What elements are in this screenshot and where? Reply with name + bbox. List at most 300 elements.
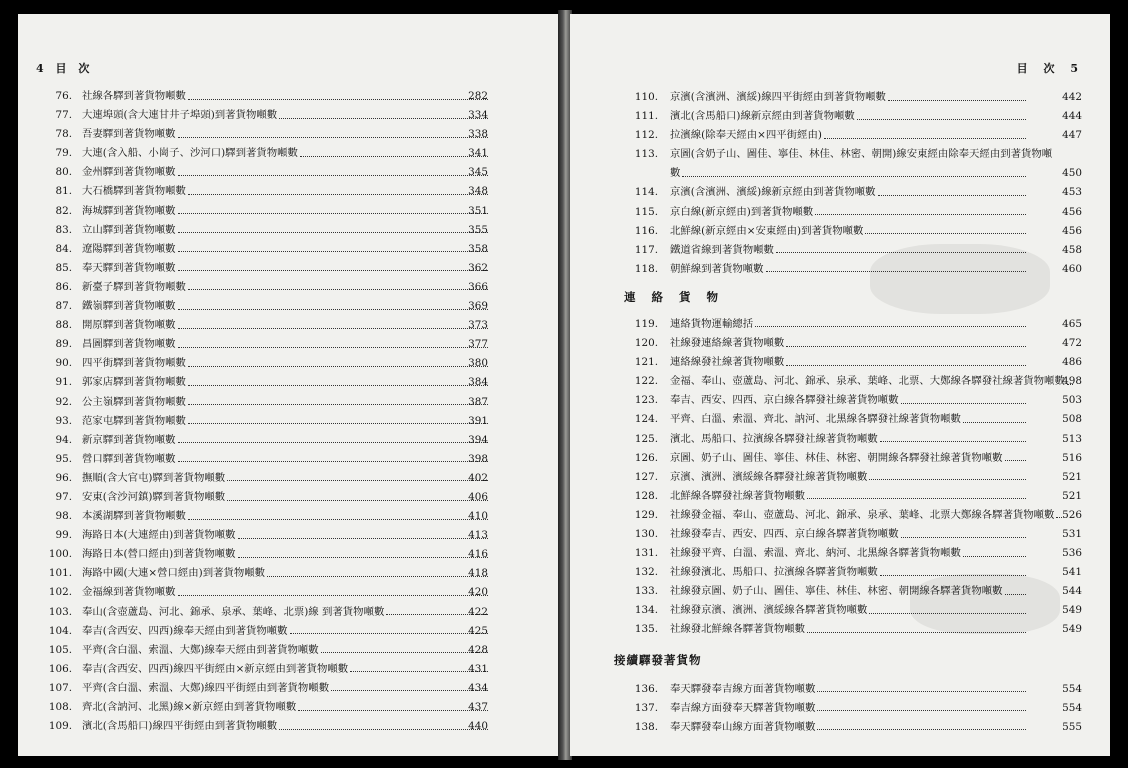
toc-entry-page: 420 (468, 586, 488, 599)
toc-entry-page: 465 (1062, 317, 1082, 330)
leader-dots (901, 536, 1026, 538)
toc-entry (18, 163, 560, 182)
toc-entry-page: 554 (1062, 682, 1082, 695)
leader-dots (869, 612, 1026, 614)
leader-dots (901, 402, 1026, 404)
toc-entry (570, 107, 1110, 126)
toc-entry-title: 朝鮮線到著貨物噸數 (670, 262, 764, 275)
leader-dots (178, 136, 488, 138)
toc-entry-number: 78. (55, 128, 72, 141)
leader-dots (178, 174, 488, 176)
leader-dots (178, 308, 488, 310)
toc-entry-page: 377 (468, 338, 488, 351)
toc-entry-title-wrap (670, 164, 1028, 183)
toc-entry-page: 351 (468, 204, 488, 217)
leader-dots (878, 194, 1026, 196)
toc-entry-title-wrap (82, 182, 490, 201)
toc-entry (18, 583, 560, 602)
toc-entry (570, 241, 1110, 260)
toc-entry-title-wrap (82, 641, 490, 660)
toc-entry-page: 440 (468, 720, 488, 733)
toc-entry-number: 100. (48, 548, 72, 561)
toc-entry-number: 123. (634, 394, 658, 407)
toc-entry (570, 582, 1110, 601)
toc-entry-page: 450 (1062, 167, 1082, 180)
toc-entry-number: 138. (634, 720, 658, 733)
toc-entry-title-wrap (82, 240, 490, 259)
toc-entry-title-wrap (82, 393, 490, 412)
toc-entry (570, 315, 1110, 334)
toc-entry-title-wrap (670, 391, 1028, 410)
toc-entry-number: 130. (634, 527, 658, 540)
toc-entry (18, 469, 560, 488)
toc-entry-page: 444 (1062, 110, 1082, 123)
toc-entry-number: 110. (634, 91, 658, 103)
toc-entry-title-wrap (670, 372, 1065, 391)
toc-entry (18, 354, 560, 373)
toc-entry-number: 108. (48, 701, 72, 713)
toc-entry-title-wrap (670, 241, 1028, 260)
toc-entry-title-wrap (82, 87, 490, 106)
toc-entry-title: 京圖、奶子山、圖佳、寧佳、林佳、林密、朝開線各驛發社線著貨物噸數 (670, 451, 1003, 464)
toc-entry-number: 81. (55, 185, 72, 198)
toc-entry-number: 137. (634, 701, 658, 714)
right-toc-list (570, 88, 1110, 737)
toc-entry-page: 416 (468, 548, 488, 561)
toc-entry-title: 海路日本(營口經由)到著貨物噸數 (82, 548, 236, 561)
leader-dots (178, 231, 488, 233)
toc-entry-title: 奉山(含壺蘆島、河北、錦承、泉承、葉峰、北票)線 到著貨物噸數 (82, 605, 385, 618)
leader-dots (786, 345, 1026, 347)
toc-entry-title-wrap (82, 125, 490, 144)
toc-entry-page: 398 (468, 452, 488, 465)
toc-entry (18, 125, 560, 144)
toc-entry-page: 554 (1062, 701, 1082, 714)
leader-dots (188, 518, 488, 520)
leader-dots (865, 232, 1026, 234)
toc-entry-title-wrap (670, 506, 1055, 525)
toc-entry (18, 622, 560, 641)
toc-entry (18, 182, 560, 201)
toc-entry-title: 京濱、濱洲、濱綏線各驛發社線著貨物噸數 (670, 470, 868, 483)
toc-entry (18, 641, 560, 660)
toc-entry (570, 601, 1110, 620)
toc-entry (570, 544, 1110, 563)
toc-entry-title-wrap (82, 259, 490, 278)
toc-entry-title: 鐵嶺驛到著貨物噸數 (82, 300, 176, 313)
section-heading-junction-freight: 接續驛發著貨物 (614, 652, 702, 667)
left-page-header: 4 目 次 (36, 62, 94, 75)
toc-entry-title-wrap (82, 202, 490, 221)
toc-entry (570, 718, 1110, 737)
toc-entry (18, 144, 560, 163)
toc-entry-title: 范家屯驛到著貨物噸數 (82, 414, 186, 427)
toc-entry (570, 449, 1110, 468)
toc-entry-number: 117. (634, 243, 658, 256)
toc-entry-title-wrap (670, 430, 1028, 449)
toc-entry-page: 413 (468, 529, 488, 542)
toc-entry-title-wrap (670, 544, 1028, 563)
toc-entry-page: 541 (1062, 566, 1082, 579)
toc-entry-title: 濱北(含馬船口)線新京經由到著貨物噸數 (670, 110, 855, 123)
toc-entry-title: 海路中國(大連×營口經由)到著貨物噸數 (82, 567, 266, 580)
toc-entry-title: 拉濱線(除奉天經由×四平街經由) (670, 129, 822, 142)
toc-entry-page: 402 (468, 471, 488, 484)
toc-entry (570, 563, 1110, 582)
toc-entry-page: 425 (468, 624, 488, 637)
toc-entry-page: 369 (468, 300, 488, 313)
toc-entry-number: 86. (55, 280, 72, 293)
toc-entry-title-wrap (82, 163, 490, 182)
toc-entry-number: 97. (55, 490, 72, 503)
toc-entry (18, 717, 560, 736)
toc-entry-page: 513 (1062, 432, 1082, 445)
toc-entry-number: 76. (55, 90, 72, 102)
toc-entry-page: 334 (468, 109, 488, 122)
toc-entry-title: 新京驛到著貨物噸數 (82, 433, 176, 446)
toc-entry-title-wrap (670, 620, 1028, 639)
toc-entry-number: 77. (55, 109, 72, 122)
toc-entry-title: 平齊(含白溫、索溫、大鄭)線奉天經由到著貨物噸數 (82, 643, 319, 656)
toc-entry-number: 83. (55, 223, 72, 236)
toc-entry-page: 410 (468, 510, 488, 523)
toc-entry (18, 202, 560, 221)
toc-entry-page: 431 (468, 662, 488, 675)
toc-entry-title-wrap (670, 718, 1028, 737)
toc-entry-number: 122. (634, 375, 658, 388)
toc-entry (570, 203, 1110, 222)
leader-dots (755, 325, 1026, 327)
toc-entry-number: 127. (634, 470, 658, 483)
toc-entry-number: 84. (55, 242, 72, 255)
toc-entry-title-wrap (82, 335, 490, 354)
toc-entry-title: 安東(含沙河鎮)驛到著貨物噸數 (82, 490, 226, 503)
leader-dots (869, 478, 1026, 480)
toc-entry-title-wrap (82, 412, 490, 431)
toc-entry-page: 387 (468, 395, 488, 408)
toc-entry-title: 鐵道省線到著貨物噸數 (670, 243, 774, 256)
toc-entry-title-wrap (670, 563, 1028, 582)
toc-entry-title: 奉吉、西安、四西、京白線各驛發社線著貨物噸數 (670, 394, 899, 407)
toc-entry-page: 456 (1062, 224, 1082, 237)
right-page (570, 14, 1110, 756)
toc-entry-title-wrap (670, 126, 1028, 145)
toc-entry-title: 齊北(含訥河、北黑)線×新京經由到著貨物噸數 (82, 701, 297, 713)
toc-entry-title: 撫順(含大官屯)驛到著貨物噸數 (82, 471, 226, 484)
leader-dots (817, 690, 1026, 692)
toc-entry-number: 133. (634, 585, 658, 598)
toc-entry-title-wrap (670, 525, 1028, 544)
toc-entry-title-wrap (670, 334, 1028, 353)
toc-entry-title: 昌圖驛到著貨物噸數 (82, 338, 176, 351)
toc-entry-number: 79. (55, 147, 72, 160)
toc-entry (18, 316, 560, 335)
toc-entry-title: 北鮮線各驛發社線著貨物噸數 (670, 489, 806, 502)
left-page (18, 14, 560, 756)
toc-entry (18, 393, 560, 412)
toc-entry-title-wrap (670, 107, 1028, 126)
toc-entry (570, 468, 1110, 487)
toc-entry-number: 96. (55, 471, 72, 484)
toc-entry-number: 85. (55, 261, 72, 274)
leader-dots (178, 594, 488, 596)
toc-entry-title-wrap (670, 222, 1028, 241)
toc-entry-page: 380 (468, 357, 488, 370)
leader-dots (776, 251, 1026, 253)
toc-entry-page: 456 (1062, 205, 1082, 218)
toc-entry-number: 136. (634, 682, 658, 695)
section-heading-liaison-freight: 連 絡 貨 物 (624, 289, 725, 304)
toc-entry-title-wrap (82, 450, 490, 469)
leader-dots (682, 175, 1026, 177)
left-toc-list (18, 87, 560, 736)
toc-entry-number: 113. (634, 148, 658, 161)
toc-entry-title: 開原驛到著貨物噸數 (82, 319, 176, 332)
toc-entry-number: 101. (48, 567, 72, 580)
toc-entry-title-wrap (82, 679, 490, 698)
toc-entry-title-wrap (82, 469, 490, 488)
toc-entry-title-wrap (670, 699, 1028, 718)
toc-entry-title: 金福、奉山、壺蘆島、河北、錦承、泉承、葉峰、北票、大鄭線各驛發社線著貨物噸數 (670, 375, 1065, 388)
toc-entry-title: 大連埠頭(含大連甘井子埠頭)到著貨物噸數 (82, 109, 278, 122)
toc-entry-title: 新臺子驛到著貨物噸數 (82, 280, 186, 293)
leader-dots (188, 403, 488, 405)
toc-entry-number: 135. (634, 623, 658, 636)
toc-entry-title-wrap (82, 278, 490, 297)
leader-dots (178, 460, 488, 462)
toc-entry-number: 93. (55, 414, 72, 427)
toc-entry-number: 82. (55, 204, 72, 217)
toc-entry-number: 131. (634, 547, 658, 560)
toc-entry-title: 京白線(新京經由)到著貨物噸數 (670, 205, 814, 218)
toc-entry-page: 549 (1062, 623, 1082, 636)
toc-entry (18, 87, 560, 106)
toc-entry-title-wrap (82, 297, 490, 316)
toc-entry-title: 奉天驛發奉吉線方面著貨物噸數 (670, 682, 816, 695)
toc-entry (570, 353, 1110, 372)
toc-entry-title: 社線發金福、奉山、壺蘆島、河北、錦承、泉承、葉峰、北票大鄭線各驛著貨物噸數 (670, 508, 1055, 521)
toc-entry-title-wrap (82, 698, 490, 717)
toc-entry-number: 106. (48, 662, 72, 675)
toc-entry-page: 394 (468, 433, 488, 446)
toc-entry-page: 338 (468, 128, 488, 141)
toc-entry-page: 531 (1062, 527, 1082, 540)
toc-entry (18, 679, 560, 698)
toc-entry-number: 91. (55, 376, 72, 389)
toc-entry (570, 525, 1110, 544)
toc-entry-page: 418 (468, 567, 488, 580)
toc-entry-number: 87. (55, 300, 72, 313)
leader-dots (188, 193, 488, 195)
toc-entry (18, 526, 560, 545)
toc-entry-title: 奉吉(含西安、四西)線四平街經由×新京經由到著貨物噸數 (82, 662, 349, 675)
leader-dots (786, 364, 1026, 366)
leader-dots (178, 346, 488, 348)
toc-entry (18, 698, 560, 717)
leader-dots (963, 421, 1026, 423)
toc-entry-number: 124. (634, 413, 658, 426)
toc-entry-page: 384 (468, 376, 488, 389)
toc-entry-title: 社線發奉吉、西安、四西、京白線各驛著貨物噸數 (670, 527, 899, 540)
toc-entry-number: 88. (55, 319, 72, 332)
toc-entry-title: 濱北(含馬船口)線四平街經由到著貨物噸數 (82, 720, 278, 733)
toc-entry-number: 109. (48, 720, 72, 733)
toc-entry-page: 341 (468, 147, 488, 160)
toc-entry-number: 132. (634, 566, 658, 579)
toc-entry-title: 社線發連絡線著貨物噸數 (670, 337, 785, 350)
toc-entry-title-wrap (82, 564, 490, 583)
toc-entry-title: 平齊(含白溫、索溫、大鄭)線四平街經由到著貨物噸數 (82, 681, 330, 694)
toc-entry-title: 社線發北鮮線各驛著貨物噸數 (670, 623, 806, 636)
toc-entry (18, 278, 560, 297)
leader-dots (807, 497, 1026, 499)
right-page-header: 目 次 5 (1016, 62, 1084, 75)
toc-entry-page: 447 (1062, 129, 1082, 142)
toc-entry-title: 連絡線發社線著貨物噸數 (670, 356, 785, 369)
toc-entry-page: 345 (468, 166, 488, 179)
toc-entry-title: 連絡貨物運輸總括 (670, 317, 754, 330)
toc-entry-number: 115. (634, 205, 658, 218)
toc-entry-title: 奉天驛到著貨物噸數 (82, 261, 176, 274)
toc-entry-number: 95. (55, 452, 72, 465)
toc-entry-title-wrap (82, 545, 490, 564)
toc-entry-page: 348 (468, 185, 488, 198)
toc-entry-page: 508 (1062, 413, 1082, 426)
toc-entry (570, 699, 1110, 718)
toc-entry-title-wrap (670, 680, 1028, 699)
toc-entry (570, 372, 1110, 391)
toc-entry-page: 453 (1062, 186, 1082, 199)
toc-entry-page: 442 (1062, 91, 1082, 103)
toc-entry-page: 472 (1062, 337, 1082, 350)
toc-entry (18, 603, 560, 622)
toc-entry-title-wrap (82, 106, 490, 125)
toc-entry (18, 660, 560, 679)
toc-entry-title: 立山驛到著貨物噸數 (82, 223, 176, 236)
toc-entry-number: 120. (634, 337, 658, 350)
toc-entry-number: 90. (55, 357, 72, 370)
leader-dots (178, 212, 488, 214)
toc-entry-title-wrap (82, 717, 490, 736)
toc-entry-title-wrap (82, 603, 490, 622)
toc-entry-title: 社線發京圖、奶子山、圖佳、寧佳、林佳、林密、朝開線各驛著貨物噸數 (670, 585, 1003, 598)
toc-entry-title: 金福線到著貨物噸數 (82, 586, 176, 599)
toc-entry-number: 107. (48, 681, 72, 694)
toc-entry-number: 125. (634, 432, 658, 445)
toc-entry (570, 145, 1110, 164)
toc-entry-page: 391 (468, 414, 488, 427)
toc-entry-page: 434 (468, 681, 488, 694)
toc-entry-page: 437 (468, 701, 488, 713)
toc-entry-page: 362 (468, 261, 488, 274)
toc-entry-page: 498 (1062, 375, 1082, 388)
toc-entry-title-wrap (82, 316, 490, 335)
toc-entry-title: 大連(含入船、小崗子、沙河口)驛到著貨物噸數 (82, 147, 298, 160)
toc-entry-title-wrap (82, 488, 490, 507)
toc-entry (570, 183, 1110, 202)
toc-entry (18, 240, 560, 259)
toc-entry-number: 119. (634, 317, 658, 330)
toc-entry-number: 114. (634, 186, 658, 199)
toc-entry-title: 平齊、白溫、索溫、齊北、訥河、北黑線各驛發社線著貨物噸數 (670, 413, 961, 426)
toc-entry-title: 金州驛到著貨物噸數 (82, 166, 176, 179)
toc-entry-title: 濱北、馬船口、拉濱線各驛發社線著貨物噸數 (670, 432, 878, 445)
leader-dots (178, 327, 488, 329)
toc-entry-title-wrap (670, 145, 1053, 164)
toc-entry-title-wrap (82, 526, 490, 545)
toc-entry-page: 516 (1062, 451, 1082, 464)
toc-entry (570, 88, 1110, 107)
toc-entry-number: 104. (48, 624, 72, 637)
toc-entry (18, 221, 560, 240)
toc-entry (18, 412, 560, 431)
toc-entry-title-wrap (670, 582, 1028, 601)
toc-entry (570, 430, 1110, 449)
toc-entry-title: 北鮮線(新京經由×安東經由)到著貨物噸數 (670, 224, 864, 237)
toc-entry-title: 社線發平齊、白溫、索溫、齊北、納河、北黑線各驛著貨物噸數 (670, 547, 961, 560)
toc-entry-title: 京濱(含濱洲、濱綏)線新京經由到著貨物噸數 (670, 186, 876, 199)
toc-entry-title: 本溪湖驛到著貨物噸數 (82, 510, 186, 523)
toc-entry-number: 80. (55, 166, 72, 179)
toc-entry-page: 366 (468, 280, 488, 293)
toc-entry (18, 450, 560, 469)
toc-entry-title: 遼陽驛到著貨物噸數 (82, 242, 176, 255)
toc-entry (18, 259, 560, 278)
toc-entry-page: 555 (1062, 720, 1082, 733)
toc-entry-page: 282 (468, 90, 488, 102)
toc-entry (570, 487, 1110, 506)
leader-dots (178, 441, 488, 443)
leader-dots (178, 269, 488, 271)
toc-entry-number: 103. (48, 605, 72, 618)
toc-entry-number: 92. (55, 395, 72, 408)
leader-dots (766, 270, 1026, 272)
toc-entry-title: 奉天驛發奉山線方面著貨物噸數 (670, 720, 816, 733)
toc-entry (18, 373, 560, 392)
toc-entry-number: 111. (634, 110, 658, 123)
toc-entry-title-wrap (670, 353, 1028, 372)
toc-entry-page: 486 (1062, 356, 1082, 369)
leader-dots (1005, 459, 1027, 461)
leader-dots (188, 422, 488, 424)
leader-dots (815, 213, 1026, 215)
toc-entry-number: 94. (55, 433, 72, 446)
toc-entry-page: 406 (468, 490, 488, 503)
leader-dots (807, 631, 1026, 633)
toc-entry-number: 105. (48, 643, 72, 656)
toc-entry-page: 428 (468, 643, 488, 656)
toc-entry-title-wrap (82, 431, 490, 450)
toc-entry (18, 488, 560, 507)
leader-dots (817, 728, 1026, 730)
toc-entry-number: 126. (634, 451, 658, 464)
toc-entry (570, 506, 1110, 525)
toc-entry-title: 海城驛到著貨物噸數 (82, 204, 176, 217)
toc-entry-number: 112. (634, 129, 658, 142)
toc-entry-number: 98. (55, 510, 72, 523)
leader-dots (178, 250, 488, 252)
toc-entry-title: 公主嶺驛到著貨物噸數 (82, 395, 186, 408)
toc-entry-title: 海路日本(大連經由)到著貨物噸數 (82, 529, 236, 542)
toc-entry (18, 335, 560, 354)
leader-dots (1005, 593, 1027, 595)
toc-entry (18, 507, 560, 526)
toc-entry (18, 431, 560, 450)
toc-entry-title: 奉吉線方面發奉天驛著貨物噸數 (670, 701, 816, 714)
toc-entry-title: 數 (670, 167, 681, 180)
toc-entry-title: 營口驛到著貨物噸數 (82, 452, 176, 465)
toc-entry (570, 680, 1110, 699)
